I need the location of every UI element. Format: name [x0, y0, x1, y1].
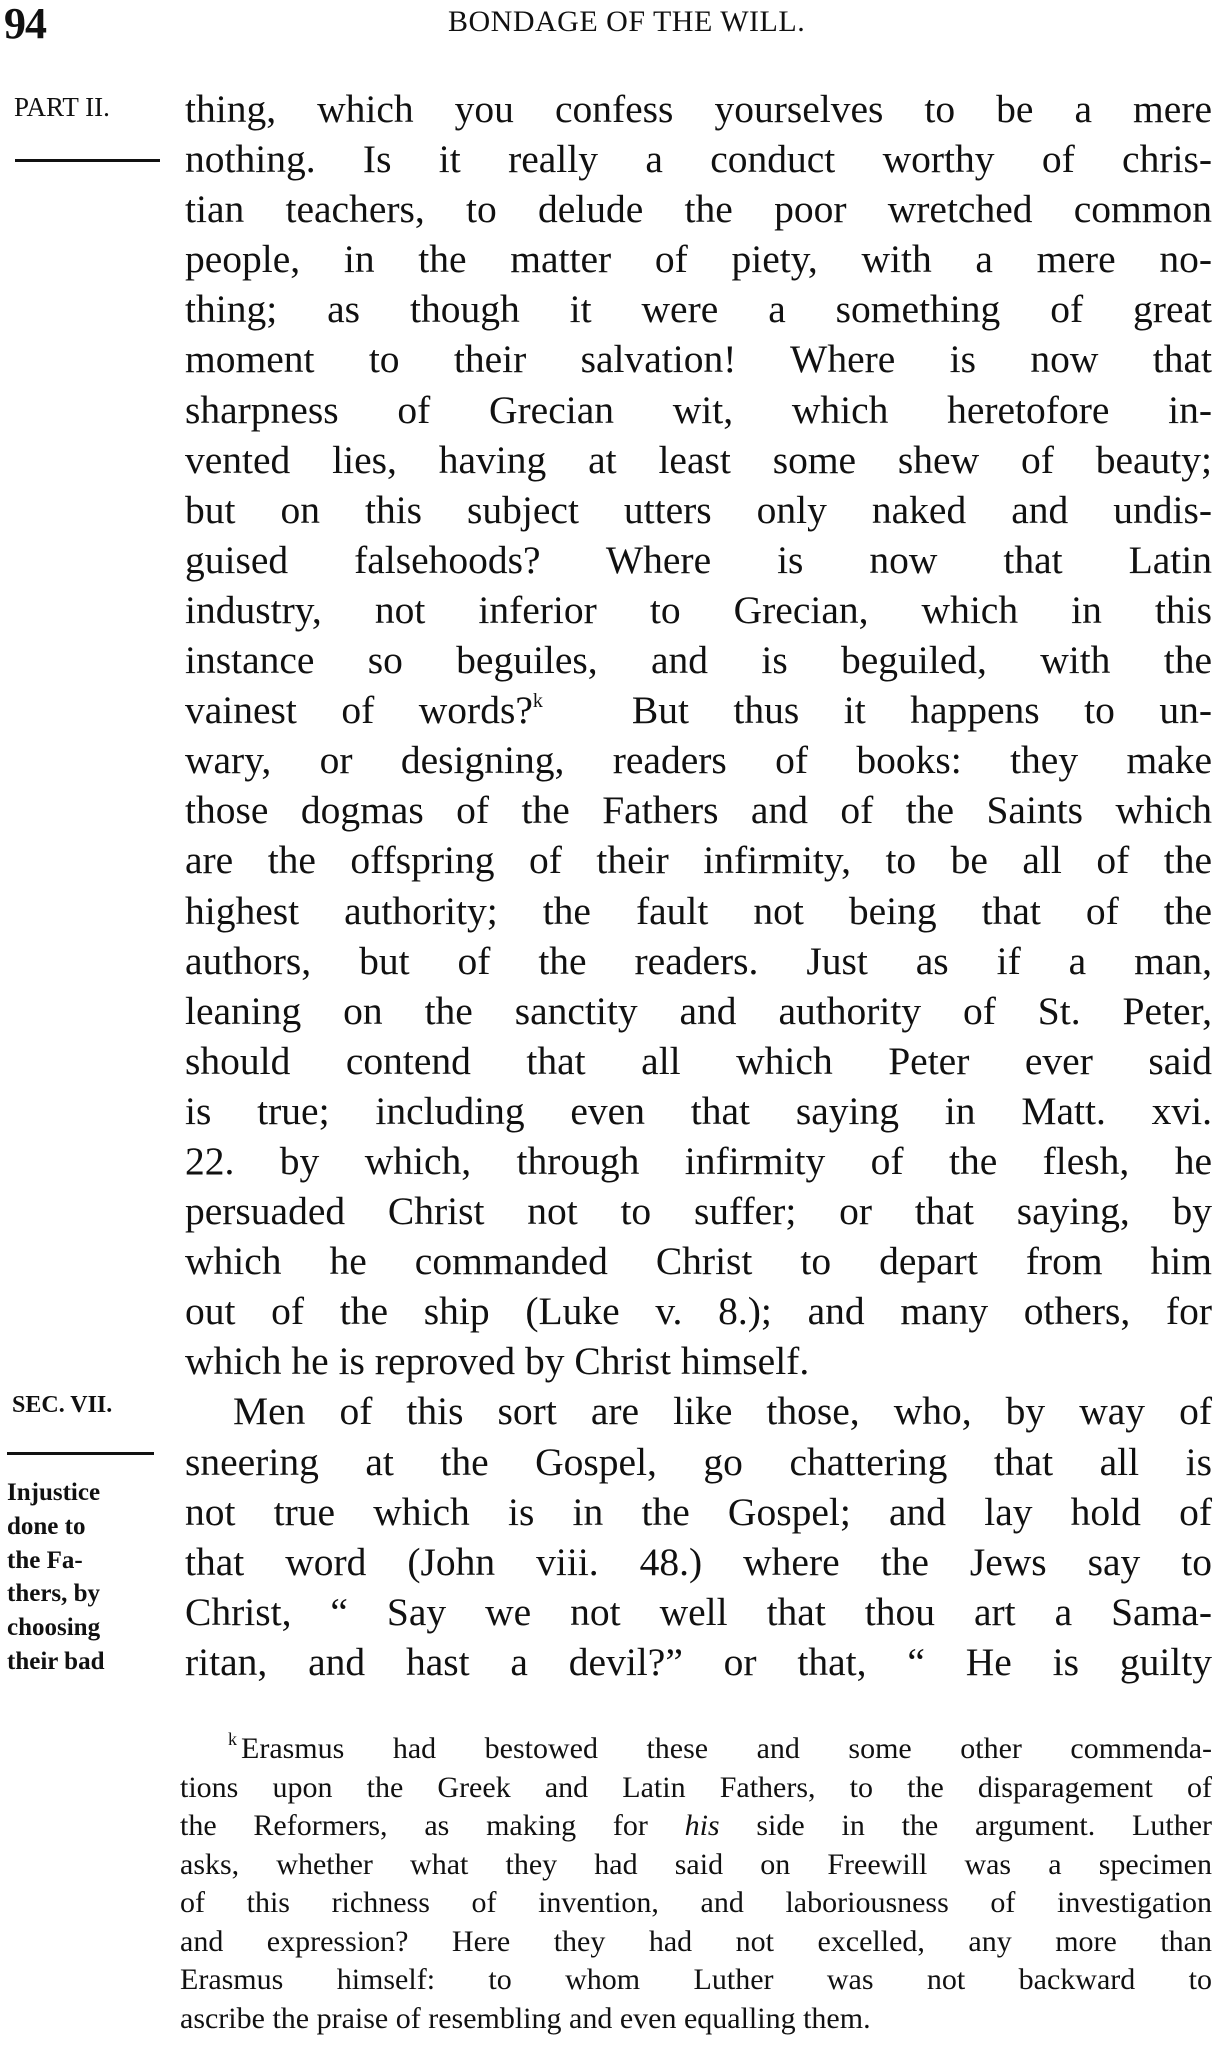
- footnote-line: and expression? Here they had not excelled, any more than: [180, 1924, 1212, 1958]
- side-note-line: done to: [7, 1512, 86, 1540]
- footnote-line: [180, 1807, 1212, 1846]
- body-line: should contend that all which Peter ever said: [185, 1038, 1212, 1083]
- body-line: nothing. Is it really a conduct worthy of chris-: [185, 137, 1212, 182]
- body-line-paragraph-start: Men of this sort are like those, who, by way of: [233, 1389, 1212, 1434]
- running-title: BONDAGE OF THE WILL.: [448, 5, 806, 38]
- body-line: which he commanded Christ to depart from him: [185, 1239, 1212, 1284]
- body-line: are the offspring of their infirmity, to be all of the: [185, 838, 1212, 883]
- body-line: people, in the matter of piety, with a mere no-: [185, 237, 1212, 282]
- part-label: PART II.: [14, 92, 110, 122]
- body-line: thing, which you confess yourselves to be a mere: [185, 87, 1212, 131]
- side-note-line: choosing: [7, 1614, 101, 1642]
- body-line: sneering at the Gospel, go chattering that all is: [185, 1439, 1212, 1484]
- body-line: moment to their salvation! Where is now that: [185, 337, 1212, 382]
- body-line: authors, but of the readers. Just as if a man,: [185, 938, 1212, 983]
- footnote-line: asks, whether what they had said on Freewill was a specimen: [180, 1847, 1212, 1881]
- body-line: vented lies, having at least some shew of beauty;: [185, 437, 1212, 482]
- side-note-line: Injustice: [7, 1479, 101, 1506]
- body-text: [185, 84, 1212, 1687]
- body-line: ritan, and hast a devil?” or that, “ He is guilty: [185, 1639, 1212, 1684]
- body-line: industry, not inferior to Grecian, which in this: [185, 587, 1212, 632]
- body-line: leaning on the sanctity and authority of St. Peter,: [185, 988, 1212, 1033]
- footnote-line: tions upon the Greek and Latin Fathers, to the disparagement of: [180, 1770, 1212, 1804]
- body-line: out of the ship (Luke v. 8.); and many others, for: [185, 1289, 1212, 1334]
- side-note-line: their bad: [7, 1647, 105, 1675]
- footnote: [180, 1730, 1212, 2038]
- body-line-text: But thus it happens to un-: [631, 688, 1213, 733]
- side-note-line: thers, by: [7, 1580, 101, 1608]
- footnote-line-text: Erasmus had bestowed these and some other commenda-: [241, 1732, 1212, 1765]
- side-note: [7, 1476, 157, 1679]
- footnote-line: ascribe the praise of resembling and even equalling them.: [180, 2001, 871, 2035]
- footnote-line-text: the Reformers, as making for: [180, 1809, 685, 1842]
- body-line: but on this subject utters only naked and undis-: [185, 487, 1212, 532]
- margin-rule-divider: [7, 1452, 154, 1455]
- body-line: highest authority; the fault not being that of the: [185, 888, 1212, 933]
- margin-rule-divider: [15, 159, 160, 162]
- body-line: not true which is in the Gospel; and lay hold of: [185, 1489, 1212, 1534]
- body-line: which he is reproved by Christ himself.: [185, 1339, 810, 1384]
- body-line: tian teachers, to delude the poor wretched common: [185, 187, 1212, 232]
- footnote-line: Erasmus himself: to whom Luther was not backward to: [180, 1963, 1212, 1996]
- body-line: sharpness of Grecian wit, which heretofore in-: [185, 387, 1212, 432]
- body-line: 22. by which, through infirmity of the flesh, he: [185, 1138, 1212, 1183]
- footnote-line: [180, 1730, 1212, 1769]
- page-number: 94: [4, 0, 46, 48]
- body-line-text: vainest of words?: [185, 688, 533, 733]
- footnote-reference[interactable]: k: [532, 690, 543, 713]
- footnote-line: of this richness of invention, and laboriousness of investigation: [180, 1886, 1212, 1919]
- body-line: wary, or designing, readers of books: they make: [185, 738, 1212, 783]
- body-line: that word (John viii. 48.) where the Jews say to: [185, 1539, 1212, 1584]
- body-line: instance so beguiles, and is beguiled, with the: [185, 638, 1212, 683]
- body-line: those dogmas of the Fathers and of the Saints which: [185, 788, 1212, 833]
- body-line-with-footnote-ref: [185, 685, 1212, 735]
- footnote-marker: k: [228, 1729, 237, 1749]
- body-line: guised falsehoods? Where is now that Latin: [185, 537, 1212, 582]
- body-line: Christ, “ Say we not well that thou art a Sama-: [185, 1589, 1212, 1634]
- footnote-emphasis: his: [684, 1809, 720, 1842]
- footnote-line-text: side in the argument. Luther: [719, 1809, 1212, 1842]
- body-line: is true; including even that saying in Matt. xvi.: [185, 1088, 1212, 1133]
- section-label: SEC. VII.: [12, 1392, 113, 1418]
- body-line: thing; as though it were a something of great: [185, 287, 1212, 332]
- side-note-line: the Fa-: [7, 1546, 83, 1574]
- body-line: persuaded Christ not to suffer; or that saying, by: [185, 1189, 1212, 1234]
